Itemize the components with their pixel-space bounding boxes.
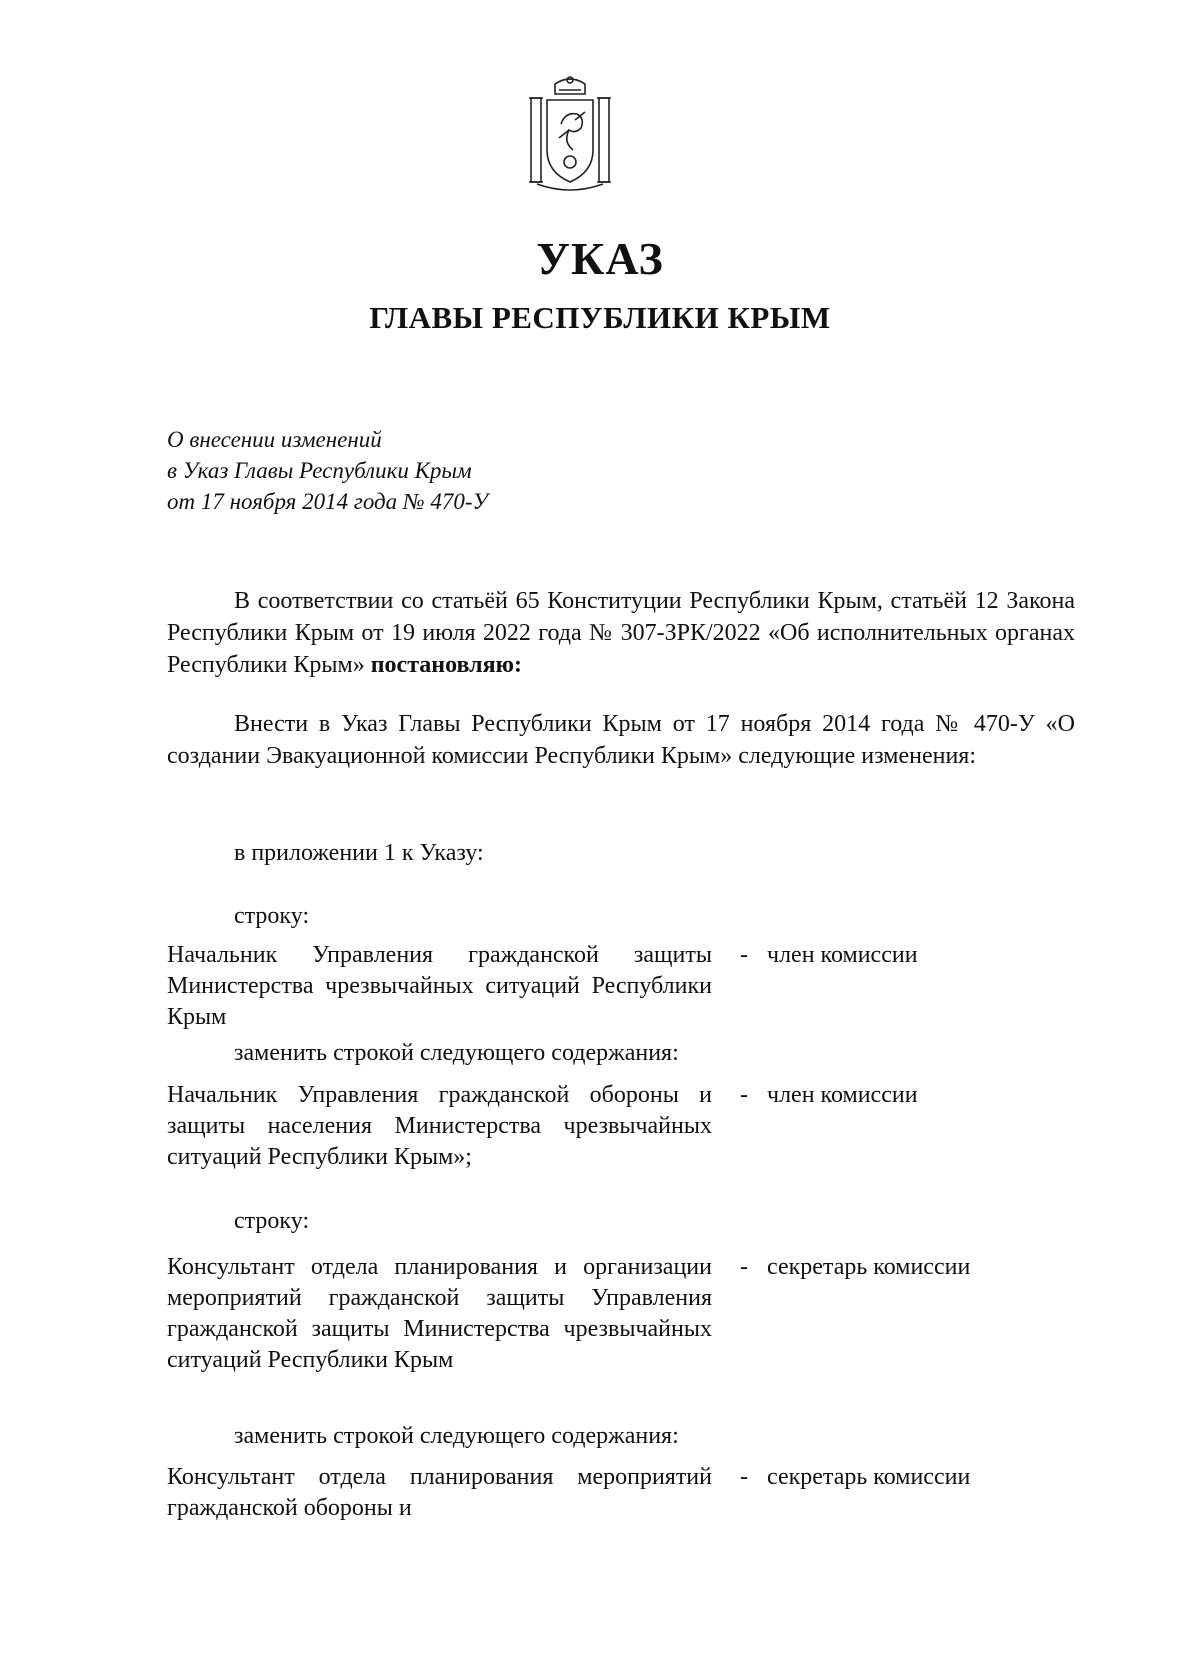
appendix-line: в приложении 1 к Указу:	[234, 840, 484, 866]
replace-label: заменить строкой следующего содержания:	[234, 1040, 679, 1066]
row-role: секретарь комиссии	[767, 1254, 971, 1280]
row-dash: -	[740, 942, 748, 968]
row-role: секретарь комиссии	[767, 1464, 971, 1490]
row-position: Начальник Управления гражданской обороны и защиты населения Министерства чрезвычайных ситуаций Республики Крым»;	[167, 1082, 712, 1170]
row-dash: -	[740, 1082, 748, 1108]
preamble-paragraph	[167, 585, 1075, 681]
subject-line: О внесении изменений	[167, 427, 382, 452]
intro-paragraph: Внести в Указ Главы Республики Крым от 17 ноября 2014 года № 470-У «О создании Эвакуационной комиссии Республики Крым» следующие изменения:	[167, 711, 1075, 769]
row-role: член комиссии	[767, 1082, 918, 1108]
row-position: Консультант отдела планирования мероприятий гражданской обороны и	[167, 1464, 712, 1521]
preamble-text: В соответствии со статьёй 65 Конституции Республики Крым, статьёй 12 Закона Республики Крым от 19 июля 2022 года № 307-ЗРК/2022 «Об исполнительных органах Республики Крым»	[167, 588, 1075, 678]
replace-label: заменить строкой следующего содержания:	[234, 1423, 679, 1449]
document-subtitle: ГЛАВЫ РЕСПУБЛИКИ КРЫМ	[369, 300, 831, 335]
row-label: строку:	[234, 903, 310, 929]
row-dash: -	[740, 1464, 748, 1490]
row-position: Начальник Управления гражданской защиты Министерства чрезвычайных ситуаций Республики Крым	[167, 942, 712, 1030]
row-role: член комиссии	[767, 942, 918, 968]
row-dash: -	[740, 1254, 748, 1280]
row-label: строку:	[234, 1208, 310, 1234]
coat-of-arms-emblem	[525, 72, 615, 192]
subject-line: от 17 ноября 2014 года № 470-У	[167, 489, 488, 514]
subject-line: в Указ Главы Республики Крым	[167, 458, 472, 483]
row-position: Консультант отдела планирования и организации мероприятий гражданской защиты Управления гражданской защиты Министерства чрезвычайных ситуаций Республики Крым	[167, 1254, 712, 1373]
document-title: УКАЗ	[536, 233, 664, 284]
document-subject	[167, 424, 488, 517]
decree-word: постановляю:	[370, 652, 522, 678]
